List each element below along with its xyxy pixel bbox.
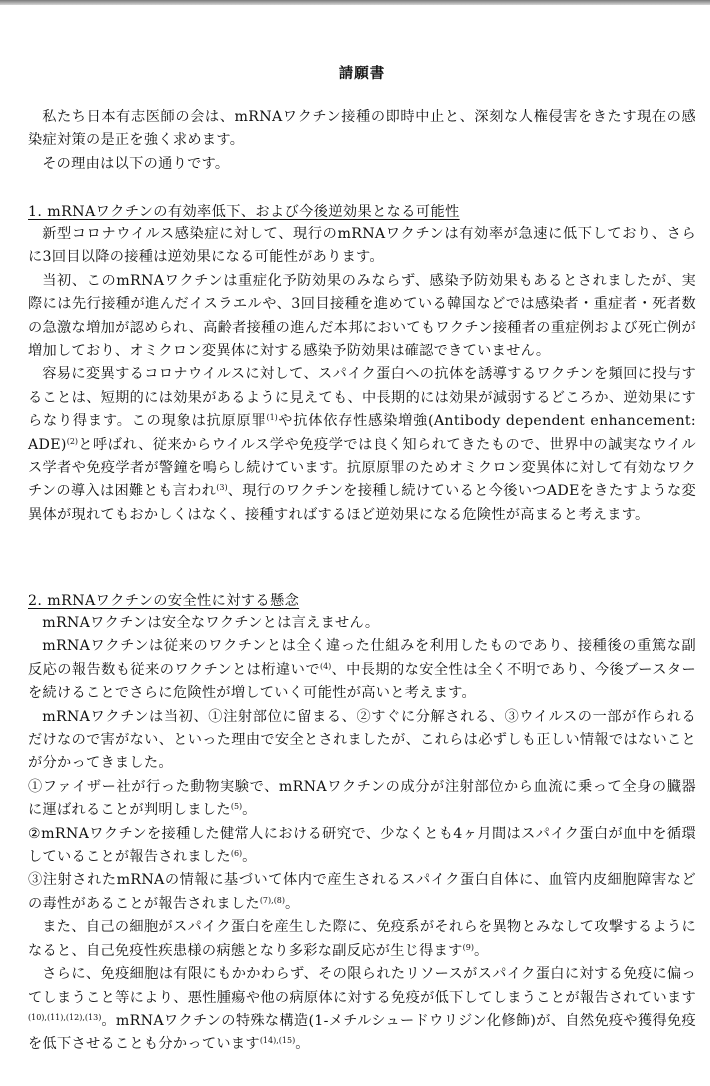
document-title: 請願書: [338, 65, 386, 82]
section1-body: [28, 223, 696, 527]
section1-paragraph-3: 容易に変異するコロナウイルスに対して、スパイク蛋白への抗体を誘導するワクチンを頻回に投与することは、短期的には効果があるように見えても、中長期的には効果が減弱するどころか、逆効果にすらなり得ます。この現象は抗原原罪$^{(1)}$や抗体依存性感染増強(Antibody dependent enhancement: ADE)$^{(2)}$と呼ばれ、従来からウイルス学や免疫学では良く知られてきたもので、世界中の誠実なウイルス学者や免疫学者が警鐘を鳴らし続けています。抗原原罪のためオミクロン変異体に対して有効なワクチンの導入は困難とも言われ$^{(3)}$、現行のワクチンを接種し続けていると今後いつADEをきたすような変異体が現れてもおかしくはなく、接種すればするほど逆効果になる危険性が高まると考えます。: [28, 366, 697, 523]
section1-paragraph-1: 新型コロナウイルス感染症に対して、現行のmRNAワクチンは有効率が急速に低下しており、さらに3回目以降の接種は逆効果になる可能性があります。: [28, 226, 696, 266]
list-item-2: ②mRNAワクチンを接種した健常人における研究で、少なくとも4ヶ月間はスパイク蛋白が血中を循環していることが報告されました$^{(6)}$。: [28, 825, 696, 866]
citation-14-15: (14),(15): [259, 1036, 296, 1046]
section2-paragraph-5: さらに、免疫細胞は有限にもかかわらず、その限られたリソースがスパイク蛋白に対する免疫に偏ってしまうこと等により、悪性腫瘍や他の病原体に対する免疫が低下してしまうことが報告されています$^{(10),(11),(12),(13)}$。mRNAワクチンの特殊な構造(1-メチルシュードウリジン化修飾)が、自然免疫や獲得免疫を低下させることも分かっています$^{(14),(15)}$。: [28, 966, 696, 1053]
section2-paragraph-3: mRNAワクチンは当初、①注射部位に留まる、②すぐに分解される、③ウイルスの一部が作られるだけなので害がない、といった理由で安全とされましたが、これらは必ずしも正しい情報ではないことが分かってきました。: [28, 708, 696, 772]
citation-10-13: (10),(11),(12),(13): [28, 1012, 102, 1022]
section2-body: [28, 612, 696, 1057]
section1-paragraph-2: 当初、このmRNAワクチンは重症化予防効果のみならず、感染予防効果もあるとされましたが、実際には先行接種が進んだイスラエルや、3回目接種を進めている韓国などでは感染者・重症者・死者数の急激な増加が認められ、高齢者接種の進んだ本邦においてもワクチン接種者の重症例および死亡例が増加しており、オミクロン変異体に対する感染予防効果は確認できていません。: [28, 272, 696, 360]
document-page: [28, 0, 696, 1086]
list-item-1: ①ファイザー社が行った動物実験で、mRNAワクチンの成分が注射部位から血流に乗って全身の臓器に運ばれることが判明しました$^{(5)}$。: [28, 778, 696, 819]
intro-reason-line: その理由は以下の通りです。: [42, 155, 230, 172]
section2-paragraph-4: また、自己の細胞がスパイク蛋白を産生した際に、免疫系がそれらを異物とみなして攻撃するようになると、自己免疫性疾患様の病態となり多彩な副反応が生じ得ます$^{(9)}$。: [28, 919, 696, 959]
citation-9: (9): [462, 942, 474, 952]
intro-paragraph: 私たち日本有志医師の会は、mRNAワクチン接種の即時中止と、深刻な人権侵害をきたす現在の感染症対策の是正を強く求めます。: [28, 109, 696, 149]
citation-6: (6): [230, 849, 243, 859]
citation-5: (5): [230, 802, 243, 812]
citation-2: (2): [66, 436, 79, 446]
citation-7-8: (7),(8): [259, 895, 286, 905]
section1-heading: 1. mRNAワクチンの有効率低下、および今後逆効果となる可能性: [28, 204, 460, 220]
section2-paragraph-1: mRNAワクチンは安全なワクチンとは言えません。: [42, 615, 380, 631]
intro: [28, 106, 696, 176]
list-item-3: ③注射されたmRNAの情報に基づいて体内で産生されるスパイク蛋白自体に、血管内皮細胞障害などの毒性があることが報告されました$^{(7),(8)}$。: [28, 872, 696, 912]
citation-3: (3): [216, 483, 228, 493]
section2-paragraph-2: mRNAワクチンは従来のワクチンとは全く違った仕組みを利用したものであり、接種後の重篤な副反応の報告数も従来のワクチンとは桁違いで$^{(4)}$、中長期的な安全性は全く不明であり、今後ブースターを続けることでさらに危険性が増していく可能性が高いと考えます。: [28, 638, 696, 702]
citation-4: (4): [319, 661, 332, 671]
citation-1: (1): [266, 413, 278, 423]
section2-heading: 2. mRNAワクチンの安全性に対する懸念: [28, 593, 300, 609]
